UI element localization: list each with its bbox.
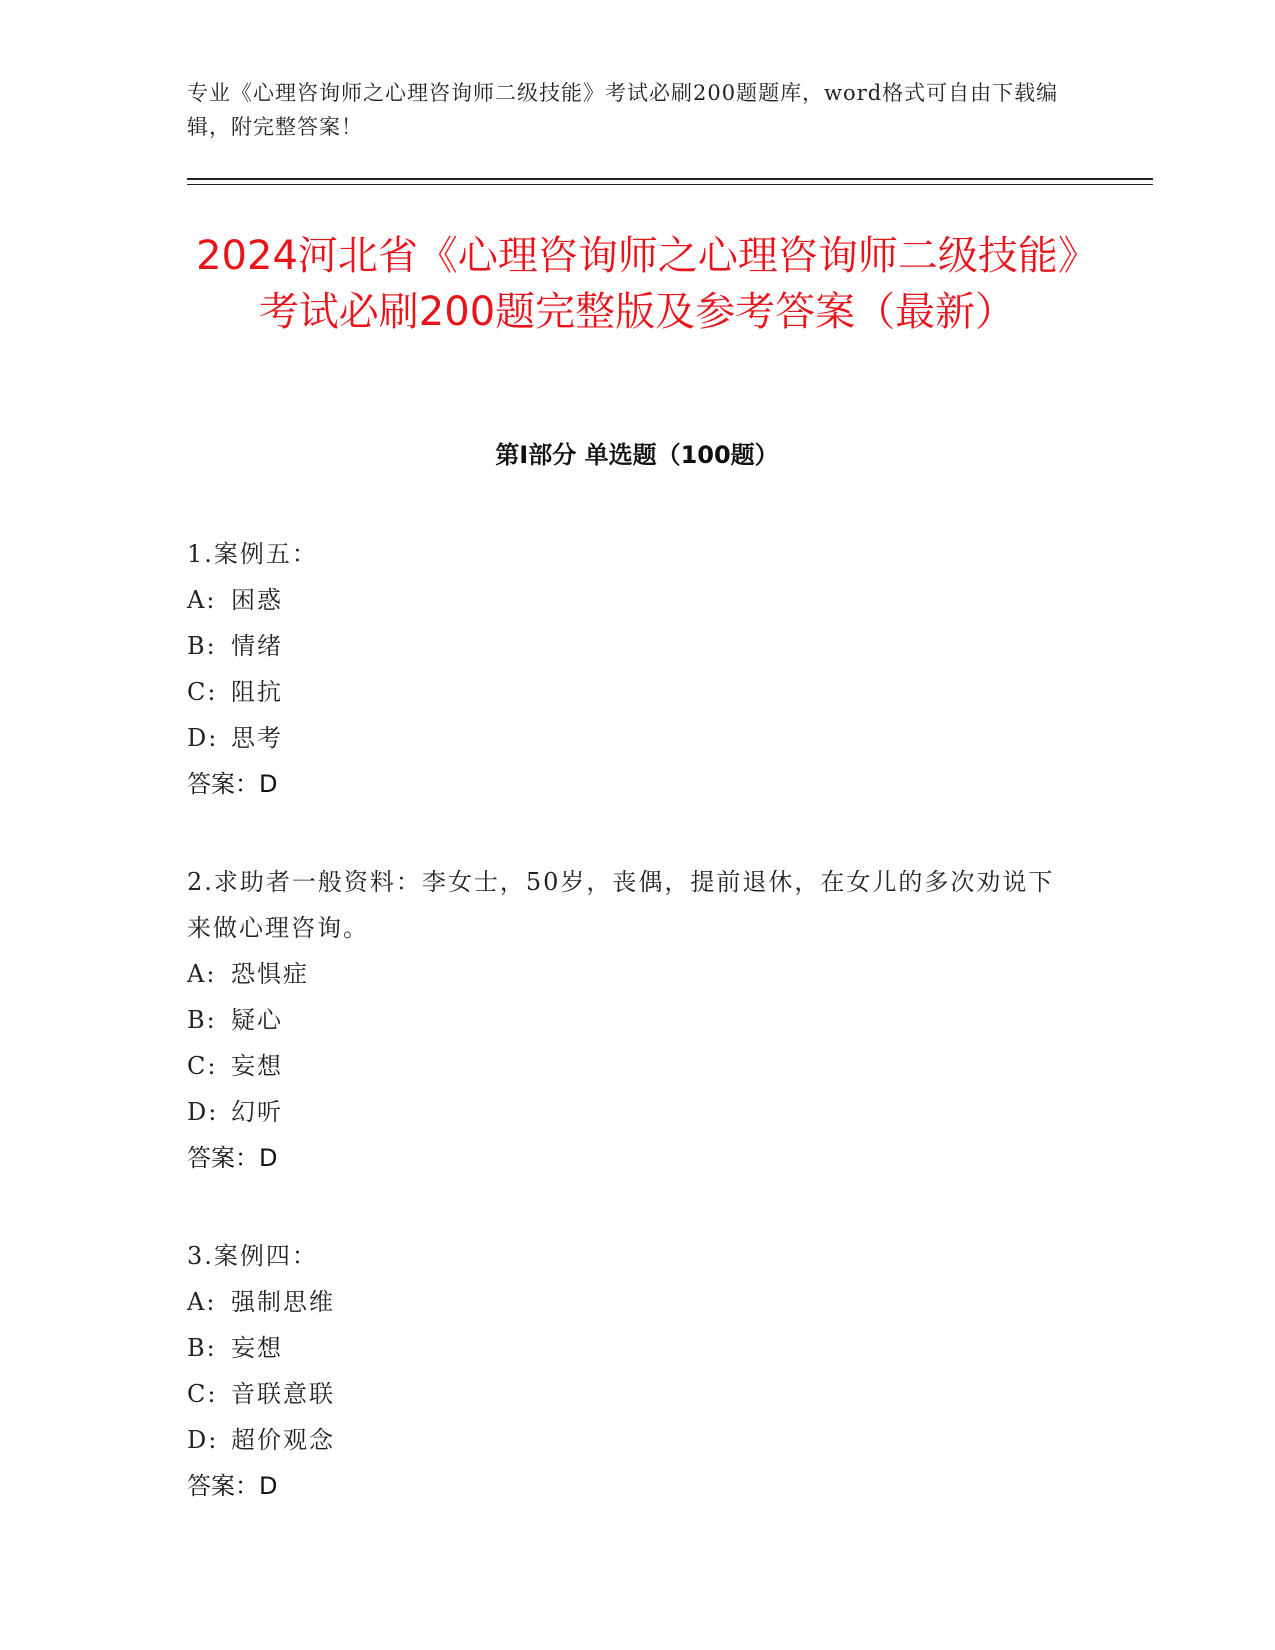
question-item [187, 531, 1067, 807]
answer-line: 答案：D [187, 1144, 278, 1172]
option-text: 思考 [231, 724, 283, 752]
question-list [187, 531, 1067, 1561]
option-letter: A: [187, 586, 217, 614]
option-text: 音联意联 [231, 1380, 335, 1408]
question-item [187, 859, 1067, 1181]
header-divider-thick [187, 178, 1153, 180]
option-c [187, 669, 1067, 715]
document-title: 2024河北省《心理咨询师之心理咨询师二级技能》考试必刷200题完整版及参考答案（最新） [196, 233, 1078, 335]
option-text: 超价观念 [231, 1426, 335, 1454]
option-c [187, 1371, 1067, 1417]
option-text: 妄想 [231, 1052, 283, 1080]
option-letter: A: [187, 960, 217, 988]
option-letter: C: [187, 678, 218, 706]
option-text: 情绪 [231, 632, 283, 660]
answer-line: 答案：D [187, 1472, 278, 1500]
header-divider-thin [187, 184, 1153, 185]
option-text: 疑心 [231, 1006, 283, 1034]
option-text: 强制思维 [231, 1288, 335, 1316]
option-text: 幻听 [231, 1098, 283, 1126]
option-c [187, 1043, 1067, 1089]
question-text: 1.案例五： [187, 540, 318, 568]
document-intro: 专业《心理咨询师之心理咨询师二级技能》考试必刷200题题库，word格式可自由下载编辑，附完整答案！ [187, 81, 1059, 139]
option-letter: D: [187, 1098, 219, 1126]
option-text: 困惑 [231, 586, 283, 614]
option-b [187, 997, 1067, 1043]
option-d [187, 1417, 1067, 1463]
option-letter: D: [187, 724, 219, 752]
option-text: 阻抗 [231, 678, 283, 706]
question-item [187, 1233, 1067, 1509]
option-text: 妄想 [231, 1334, 283, 1362]
option-letter: B: [187, 1006, 217, 1034]
section-heading: 第I部分 单选题（100题） [495, 441, 779, 469]
option-d [187, 1089, 1067, 1135]
option-a [187, 1279, 1067, 1325]
question-text: 3.案例四： [187, 1242, 318, 1270]
option-b [187, 1325, 1067, 1371]
option-d [187, 715, 1067, 761]
question-text: 2.求助者一般资料：李女士，50岁，丧偶，提前退休，在女儿的多次劝说下来做心理咨询。 [187, 868, 1055, 942]
option-text: 恐惧症 [231, 960, 309, 988]
option-letter: D: [187, 1426, 219, 1454]
option-letter: B: [187, 632, 217, 660]
option-letter: B: [187, 1334, 217, 1362]
option-b [187, 623, 1067, 669]
option-letter: C: [187, 1380, 218, 1408]
answer-line: 答案：D [187, 770, 278, 798]
option-a [187, 951, 1067, 997]
option-a [187, 577, 1067, 623]
option-letter: C: [187, 1052, 218, 1080]
option-letter: A: [187, 1288, 217, 1316]
